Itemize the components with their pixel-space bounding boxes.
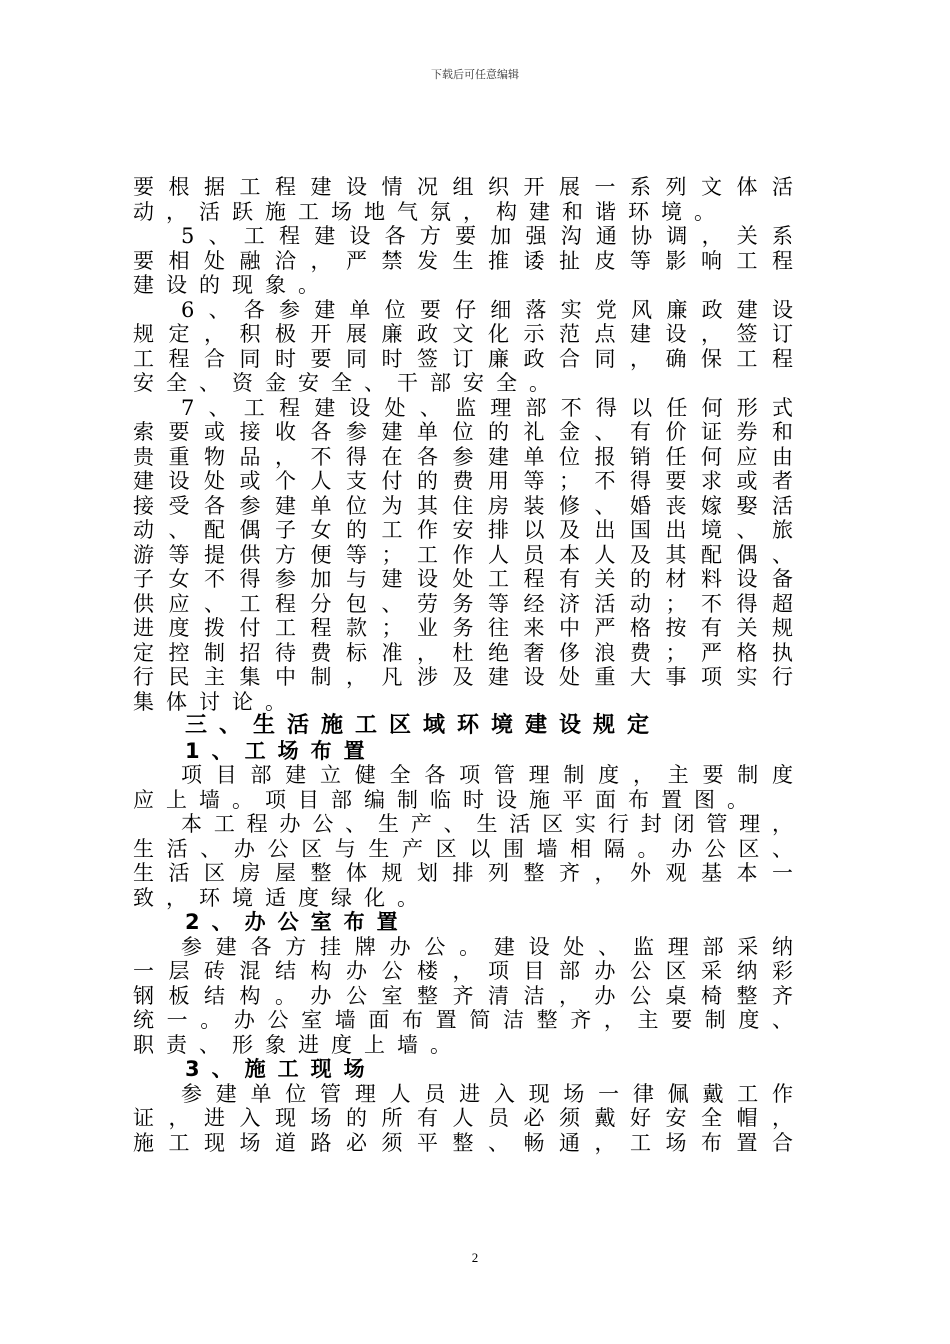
text-line: 要根据工程建设情况组织开展一系列文体活 <box>133 175 793 199</box>
text-line: 生活、办公区与生产区以围墙相隔。办公区、 <box>133 836 793 861</box>
text-line: 接受各参建单位为其住房装修、婚丧嫁娶活 <box>133 493 793 518</box>
text-line: 安全、资金安全、干部安全。 <box>133 371 562 395</box>
text-line: 应上墙。项目部编制临时设施平面布置图。 <box>133 787 760 812</box>
text-line: 证，进入现场的所有人员必须戴好安全帽， <box>133 1106 793 1130</box>
subsection-heading: 2、办公室布置 <box>185 910 410 934</box>
paragraph-first-line: 参建单位管理人员进入现场一律佩戴工作 <box>181 1081 793 1106</box>
paragraph-first-line: 7、工程建设处、监理部不得以任何形式 <box>181 395 793 420</box>
text-line: 工程合同时要同时签订廉政合同，确保工程 <box>133 346 793 371</box>
text-line: 职责、形象进度上墙。 <box>133 1032 463 1057</box>
text-line: 集体讨论。 <box>133 689 298 714</box>
text-line: 游等提供方便等；工作人员本人及其配偶、 <box>133 542 793 567</box>
text-line: 索要或接收各参建单位的礼金、有价证券和 <box>133 420 793 444</box>
text-line: 贵重物品，不得在各参建单位报销任何应由 <box>133 444 793 469</box>
text-line: 定控制招待费标准，杜绝奢侈浪费；严格执 <box>133 640 793 665</box>
text-line: 钢板结构。办公室整齐清洁，办公桌椅整齐 <box>133 983 793 1008</box>
text-line: 行民主集中制，凡涉及建设处重大事项实行 <box>133 665 793 689</box>
text-line: 建设处或个人支付的费用等；不得要求或者 <box>133 469 793 493</box>
subsection-heading: 3、施工现场 <box>185 1057 377 1081</box>
page-header: 下载后可任意编辑 <box>431 68 519 81</box>
text-line: 生活区房屋整体规划排列整齐，外观基本一 <box>133 861 793 885</box>
text-line: 进度拨付工程款；业务往来中严格按有关规 <box>133 616 793 640</box>
text-line: 子女不得参加与建设处工程有关的材料设备 <box>133 567 793 591</box>
text-line: 一层砖混结构办公楼，项目部办公区采纳彩 <box>133 959 793 983</box>
text-line: 供应、工程分包、劳务等经济活动；不得超 <box>133 591 793 616</box>
text-line: 建设的现象。 <box>133 273 331 297</box>
text-line: 施工现场道路必须平整、畅通，工场布置合 <box>133 1130 793 1155</box>
text-line: 规定，积极开展廉政文化示范点建设，签订 <box>133 322 793 346</box>
section-heading: 三、生活施工区域环境建设规定 <box>185 713 662 738</box>
text-line: 动、配偶子女的工作安排以及出国出境、旅 <box>133 518 793 542</box>
paragraph-first-line: 本工程办公、生产、生活区实行封闭管理， <box>181 812 793 836</box>
text-line: 致，环境适度绿化。 <box>133 885 430 910</box>
paragraph-first-line: 6、各参建单位要仔细落实党风廉政建设 <box>181 297 793 322</box>
text-line: 统一。办公室墙面布置简洁整齐，主要制度、 <box>133 1008 793 1032</box>
page-number: 2 <box>471 1250 479 1265</box>
paragraph-first-line: 参建各方挂牌办公。建设处、监理部采纳 <box>181 934 793 959</box>
paragraph-first-line: 5、工程建设各方要加强沟通协调，关系 <box>181 224 793 248</box>
paragraph-first-line: 项目部建立健全各项管理制度，主要制度 <box>181 763 793 787</box>
text-line: 动，活跃施工场地气氛，构建和谐环境。 <box>133 199 727 224</box>
subsection-heading: 1、工场布置 <box>185 738 377 763</box>
text-line: 要相处融洽，严禁发生推诿扯皮等影响工程 <box>133 248 793 273</box>
document-body <box>133 175 823 1155</box>
